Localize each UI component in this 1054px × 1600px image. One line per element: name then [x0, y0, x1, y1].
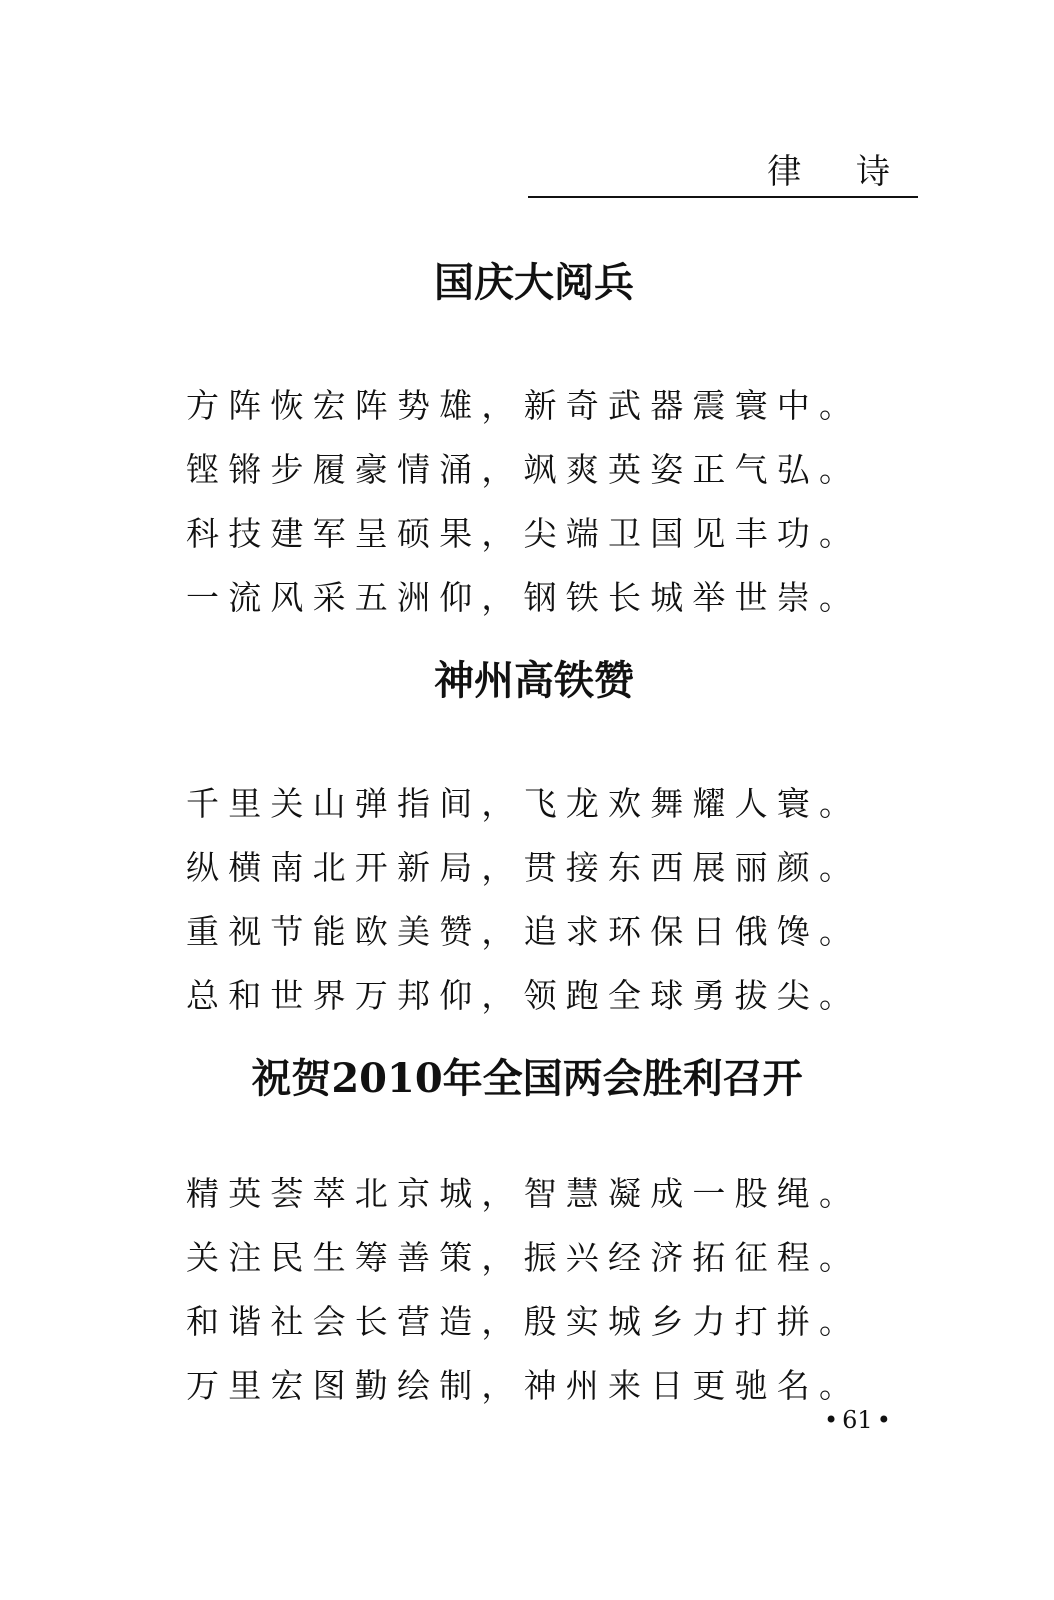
running-head-rule [528, 196, 918, 198]
folio-left-mark: • [824, 1406, 839, 1434]
poem-line: 千里关山弹指间，飞龙欢舞耀人寰。 [186, 784, 862, 823]
poem-line: 精英荟萃北京城，智慧凝成一股绳。 [186, 1174, 862, 1213]
poem-title: 祝贺2010年全国两会胜利召开 [251, 1055, 803, 1102]
poem-title: 国庆大阅兵 [434, 259, 634, 306]
poem-line: 和谐社会长营造，殷实城乡力打拼。 [186, 1302, 862, 1341]
poem-title: 神州高铁赞 [434, 657, 634, 704]
running-head-label: 律 诗 [767, 152, 912, 192]
poem-shenzhou-gaotie-zan [0, 656, 1054, 1015]
poem-line: 方阵恢宏阵势雄，新奇武器震寰中。 [186, 386, 862, 425]
poem-line: 纵横南北开新局，贯接东西展丽颜。 [186, 848, 862, 887]
poem-zhuhe-lianghui [0, 1054, 1054, 1405]
folio-number: 61 [842, 1406, 873, 1434]
poem-line: 重视节能欧美赞，追求环保日俄馋。 [186, 912, 862, 951]
poem-line: 一流风采五洲仰，钢铁长城举世崇。 [186, 578, 862, 617]
poem-line: 总和世界万邦仰，领跑全球勇拔尖。 [186, 976, 862, 1015]
page-number [820, 1405, 895, 1435]
poem-line: 科技建军呈硕果，尖端卫国见丰功。 [186, 514, 862, 553]
poem-line: 万里宏图勤绘制，神州来日更驰名。 [186, 1366, 862, 1405]
poem-guoqing-dayuebing [0, 258, 1054, 617]
poem-line: 关注民生筹善策，振兴经济拓征程。 [186, 1238, 862, 1277]
poem-line: 铿锵步履豪情涌，飒爽英姿正气弘。 [186, 450, 862, 489]
folio-right-mark: • [876, 1406, 891, 1434]
